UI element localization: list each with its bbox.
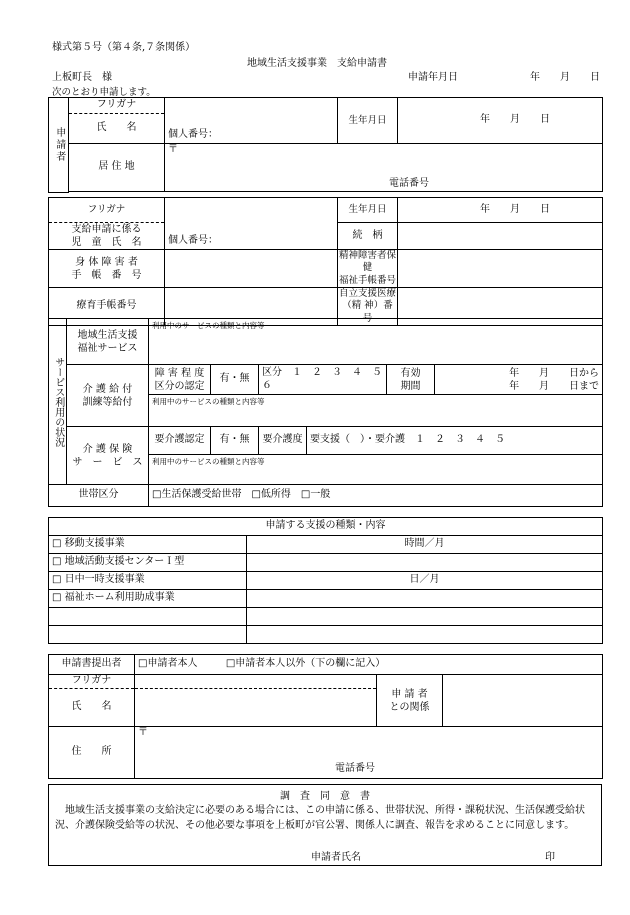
disability-class-options[interactable]: 区分 １ ２ ３ ４ ５ ６ [259,365,387,395]
kaigo-kyufu-field[interactable]: 利用中のサービスの種類と内容等 [149,395,603,427]
child-relation-field[interactable] [398,223,603,250]
care-level-label: 要介護度 [259,427,307,455]
child-table [48,197,603,326]
service-table [48,318,603,507]
service-section-label: サービス利用の状況 [49,319,67,485]
support-table [48,517,603,644]
consent-box [48,784,602,866]
support-row-1-value[interactable]: 時間／月 [247,536,603,554]
consent-seal-mark[interactable]: 印 [545,852,555,863]
support-row-4-label[interactable]: □ 福祉ホーム利用助成事業 [49,590,247,608]
applicant-address-field[interactable] [165,144,603,192]
consent-body: 地域生活支援事業の支給決定に必要のある場合には、この申請に係る、世帯状況、所得・課税状況、生活保護受給状況、介護保険受給等の状況、その他必要な事項を上板町が官公署、関係人に調査、報告を求めることに同意します。 [55,805,585,831]
intro-text: 次のとおり申請します。 [52,87,156,98]
submitter-furigana-label: フリガナ [49,675,135,689]
mental-handbook-label [338,250,398,288]
care-cert-yes-no[interactable]: 有・無 [211,427,259,455]
submitter-name-field[interactable] [135,689,377,727]
support-row-2-label[interactable]: □ 地域活動支援センターＩ型 [49,554,247,572]
jiritsu-line1: 自立支援医療 [338,288,396,300]
submitter-relation-label [377,675,443,727]
support-row-6-label[interactable] [49,626,247,644]
physical-handbook-field[interactable] [165,250,338,288]
submitter-relation-line1: 申 請 者 [391,688,428,700]
validity-from: 年 月 日から [509,367,600,379]
kaigo-kyufu-line2: 訓練等給付 [82,396,133,408]
submitter-address-label: 住 所 [49,727,135,779]
support-row-3-value[interactable]: 日／月 [247,572,603,590]
application-date-blank[interactable]: 年 月 日 [530,72,600,83]
support-row-2-value[interactable] [247,554,603,572]
child-relation-label: 続 柄 [338,223,398,250]
support-row-1-label[interactable]: □ 移動支援事業 [49,536,247,554]
kaigo-hoken-line1: 介 護 保 険 [82,443,133,455]
child-dob-label: 生年月日 [338,198,398,223]
chiiki-service-field[interactable]: 利用中のサービスの種類と内容等 [149,319,603,365]
validity-to: 年 月 日まで [509,380,600,392]
kaigo-hoken-field[interactable]: 利用中のサービスの種類と内容等 [149,455,603,485]
child-furigana-label: フリガナ [49,198,165,223]
application-date-label: 申請年月日 [408,72,458,83]
applicant-section-label: 申請者 [49,98,69,193]
ryoiku-handbook-label: 療育手帳番号 [49,288,165,326]
submitter-label: 申請書提出者 [49,655,135,675]
mental-handbook-line1: 精神障害者保健 [338,250,396,274]
kaigo-hoken-label [67,427,149,485]
chiiki-service-label [67,319,149,365]
consent-title: 調 査 同 意 書 [280,791,370,802]
applicant-address-label: 居 住 地 [69,144,165,192]
kaigo-hoken-line2: サ ー ビ ス [72,456,143,468]
support-row-5-value[interactable] [247,608,603,626]
disability-level-line2: 区分の認定 [154,380,205,392]
submitter-relation-field[interactable] [443,675,603,727]
applicant-postal-mark: 〒 [168,144,178,155]
applicant-personal-number[interactable]: 個人番号： [165,98,338,144]
applicant-table [48,97,603,193]
form-title: 地域生活支援事業 支給申請書 [247,58,387,69]
child-name-label-line2: 児 童 氏 名 [71,237,142,248]
validity-line2: 期間 [400,380,421,392]
kaigo-kyufu-label [67,365,149,427]
applicant-dob-field[interactable]: 年 月 日 [398,98,603,144]
consent-signer-label: 申請者氏名 [311,852,361,863]
applicant-furigana-label: フリガナ [69,98,165,114]
chiiki-service-line2: 福祉サービス [77,342,138,354]
submitter-self-option[interactable]: □申請者本人 [138,658,198,670]
physical-handbook-label [49,250,165,288]
support-row-4-value[interactable] [247,590,603,608]
disability-level-label [149,365,211,395]
child-dob-field[interactable]: 年 月 日 [398,198,603,223]
form-number: 様式第５号（第４条,７条関係） [52,42,196,53]
validity-period-field[interactable] [435,365,603,395]
care-cert-label: 要介護認定 [149,427,211,455]
kaigo-kyufu-line1: 介 護 給 付 [82,383,133,395]
applicant-phone-label: 電話番号 [389,178,429,189]
validity-line1: 有効 [400,367,421,379]
applicant-dob-label: 生年月日 [338,98,398,144]
disability-yes-no[interactable]: 有・無 [211,365,259,395]
applicant-name-label: 氏 名 [69,114,165,144]
submitter-table [48,654,603,779]
submitter-relation-line2: との関係 [389,701,430,713]
household-label: 世帯区分 [49,485,149,507]
child-name-label-line1: 支給申請に係る [71,224,142,235]
mental-handbook-field[interactable] [398,250,603,288]
support-row-5-label[interactable] [49,608,247,626]
submitter-phone-label: 電話番号 [335,763,375,774]
submitter-options[interactable] [135,655,603,675]
care-level-options[interactable]: 要支援（ ）・要介護 １ ２ ３ ４ ５ [307,427,603,455]
household-options[interactable]: □生活保護受給世帯 □低所得 □一般 [149,485,603,507]
submitter-postal-mark: 〒 [138,727,148,738]
support-row-3-label[interactable]: □ 日中一時支援事業 [49,572,247,590]
addressee: 上板町長 様 [52,72,112,83]
disability-level-line1: 障 害 程 度 [154,367,205,379]
submitter-furigana-field[interactable] [135,675,377,689]
jiritsu-line2: （精 神）番 号 [342,300,393,324]
chiiki-service-line1: 地域生活支援 [77,329,138,341]
submitter-address-field[interactable] [135,727,603,779]
support-header: 申請する支援の種類・内容 [49,518,603,536]
submitter-other-option[interactable]: □申請者本人以外（下の欄に記入） [225,658,386,670]
submitter-name-label: 氏 名 [49,689,135,727]
mental-handbook-line2: 福祉手帳番号 [338,274,396,286]
support-row-6-value[interactable] [247,626,603,644]
physical-handbook-line1: 身 体 障 害 者 [75,256,138,268]
physical-handbook-line2: 手 帳 番 号 [71,269,142,281]
child-personal-number[interactable]: 個人番号： [165,198,338,250]
child-name-label [49,223,165,250]
validity-label [387,365,435,395]
